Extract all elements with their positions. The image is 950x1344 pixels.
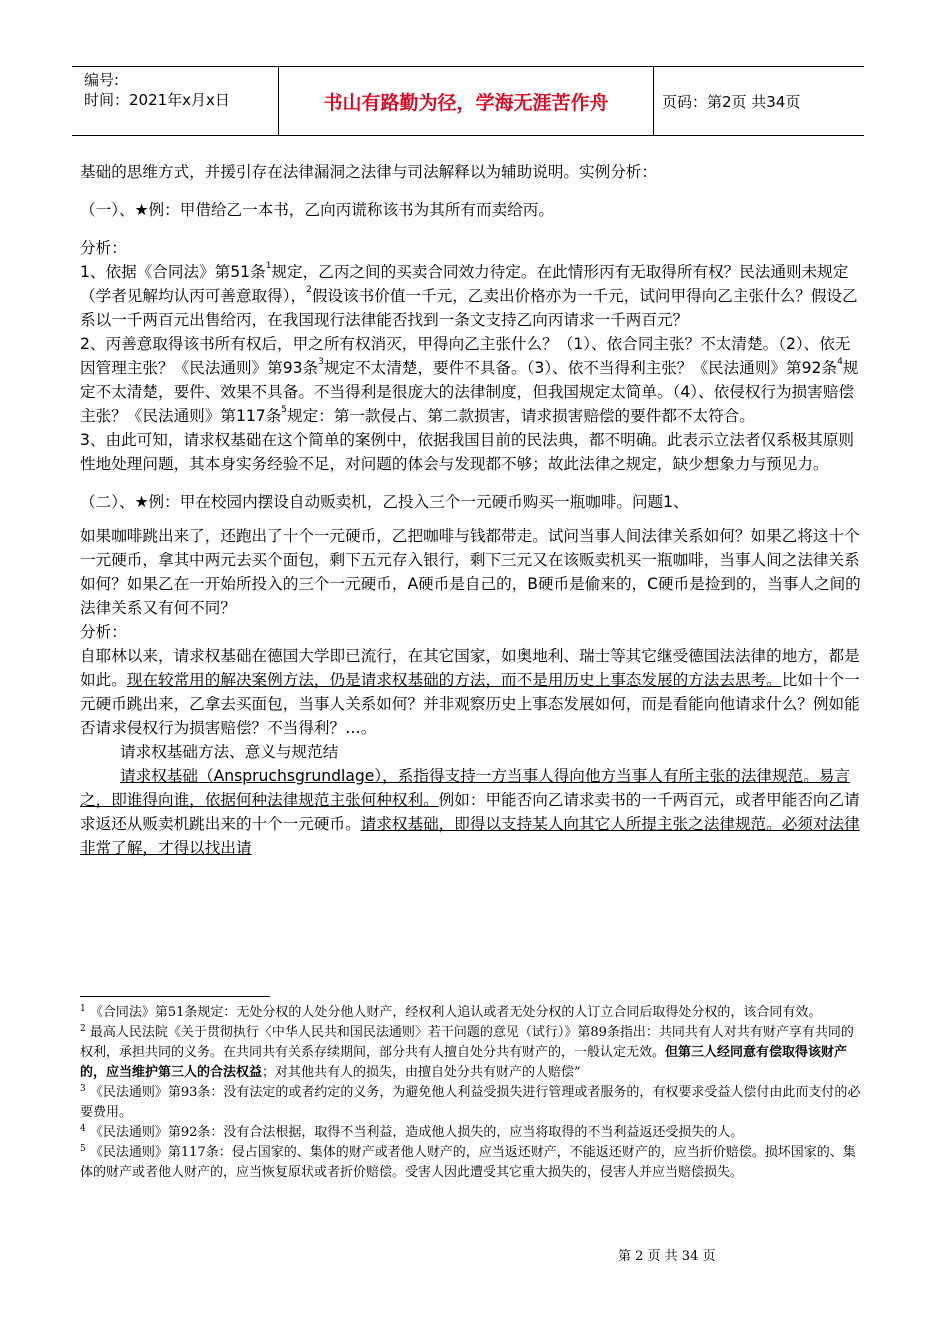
footnote-5 xyxy=(80,1143,862,1183)
footnote-1-number: 1 xyxy=(80,1004,86,1014)
e1-p2-text-b: 规定不太清楚，要件不具备。（3）、依不当得利主张？《民法通则》第92条 xyxy=(323,359,838,377)
footnote-separator xyxy=(80,996,270,997)
example-1-point-1 xyxy=(80,260,862,332)
footnote-ref-2[interactable]: 2 xyxy=(306,285,312,295)
footnote-1 xyxy=(80,1003,862,1023)
example-2-body: 如果咖啡跳出来了，还跑出了十个一元硬币，乙把咖啡与钱都带走。试问当事人间法律关系如何？如果乙将这十个一元硬币，拿其中两元去买个面包，剩下五元存入银行，剩下三元又在该贩卖机买一瓶咖啡，当事人间之法律关系如何？如果乙在一开始所投入的三个一元硬币，A硬币是自己的，B硬币是偷来的，C硬币是捡到的，当事人之间的法律关系又有何不同？ xyxy=(80,527,861,617)
intro-paragraph: 基础的思维方式，并援引存在法律漏洞之法律与司法解释以为辅助说明。实例分析： xyxy=(80,163,657,181)
footnote-2-text-b: ；对其他共有人的损失，由擅自处分共有财产的人赔偿” xyxy=(262,1065,581,1080)
footnote-4 xyxy=(80,1123,862,1143)
footnote-3-number: 3 xyxy=(80,1084,86,1094)
e1-p1-text-a: 1、依据《合同法》第51条 xyxy=(80,263,266,281)
footnote-ref-5[interactable]: 5 xyxy=(281,405,288,415)
definition-paragraph xyxy=(80,764,862,860)
header-meta xyxy=(72,67,278,135)
example-1-title: （一）、★例：甲借给乙一本书，乙向丙谎称该书为其所有而卖给丙。 xyxy=(80,201,554,219)
footnote-2 xyxy=(80,1023,862,1083)
example-1-point-3: 3、由此可知，请求权基础在这个简单的案例中，依据我国目前的民法典，都不明确。此表示立法者仅系极其原则性地处理问题，其本身实务经验不足，对问题的体会与发现都不够；故此法律之规定，缺少想象力与预见力。 xyxy=(80,431,855,473)
a2-text-a: 自耶林以来，请求权基础在德国大学即已流行，在其它国家，如奥地利、瑞士等其它继受德国法法律的地方，都是如此。 xyxy=(80,647,860,689)
date-label: 时间：2021年x月x日 xyxy=(84,91,230,109)
serial-label: 编号: xyxy=(84,71,120,89)
e1-p2-text-c: 规定不太清楚，要件、效果不具备。不当得利是很庞大的法律制度，但我国规定太简单。（4）、依侵权行为损害赔偿主张？《民法通则》第117条 xyxy=(80,359,859,425)
footnote-2-text-a: 最高人民法院《关于贯彻执行〈中华人民共和国民法通则〉若干问题的意见（试行）》第89条指出：共同共有人对共有财产享有共同的权利，承担共同的义务。在共同共有关系存续期间，部分共有人擅自处分共有财产的，一般认定无效。 xyxy=(80,1025,854,1060)
footnote-ref-4[interactable]: 4 xyxy=(837,357,843,367)
footnote-2-bold: 但第三人经同意有偿取得该财产的，应当维护第三人的合法权益 xyxy=(80,1045,848,1080)
document-body xyxy=(80,160,862,860)
footnote-2-number: 2 xyxy=(80,1024,86,1034)
analysis-2-label: 分析： xyxy=(80,623,127,641)
page-number: 第 2 页 共 34 页 xyxy=(618,1249,716,1264)
footnotes xyxy=(80,1003,862,1183)
e1-p1-text-b: 规定，乙丙之间的买卖合同效力待定。在此情形丙有无取得所有权？民法通则未规定（学者见解均认丙可善意取得）， xyxy=(80,263,849,305)
e1-p2-text-d: 规定：第一款侵占、第二款损害，请求损害赔偿的要件都不太符合。 xyxy=(287,407,755,425)
footnote-1-text: 《合同法》第51条规定：无处分权的人处分他人财产，经权利人追认或者无处分权的人订立合同后取得处分权的，该合同有效。 xyxy=(89,1005,822,1020)
e1-p1-text-c: 假设该书价值一千元，乙卖出价格亦为一千元，试问甲得向乙主张什么？假设乙系以一千两百元出售给丙，在我国现行法律能否找到一条文支持乙向丙请求一千两百元？ xyxy=(80,287,858,329)
footnote-3-text: 《民法通则》第93条：没有法定的或者约定的义务，为避免他人利益受损失进行管理或者服务的，有权要求受益人偿付由此而支付的必要费用。 xyxy=(80,1085,861,1120)
page-header xyxy=(72,66,864,136)
footnote-5-text: 《民法通则》第117条：侵占国家的、集体的财产或者他人财产的，应当返还财产，不能返还财产的，应当折价赔偿。损坏国家的、集体的财产或者他人财产的，应当恢复原状或者折价赔偿。受害人因此遭受其它重大损失的，侵害人并应当赔偿损失。 xyxy=(80,1145,856,1180)
header-motto: 书山有路勤为径，学海无涯苦作舟 xyxy=(278,67,654,135)
footnote-4-text: 《民法通则》第92条：没有合法根据，取得不当利益，造成他人损失的，应当将取得的不当利益返还受损失的人。 xyxy=(89,1125,744,1140)
definition-text: 例如：甲能否向乙请求卖书的一千两百元，或者甲能否向乙请求返还从贩卖机跳出来的十个一元硬币。 xyxy=(80,791,860,833)
e1-p2-text-a: 2、丙善意取得该书所有权后，甲之所有权消灭，甲得向乙主张什么？（1）、依合同主张？不太清楚。（2）、依无因管理主张？《民法通则》第93条 xyxy=(80,335,851,377)
footnote-5-number: 5 xyxy=(80,1144,86,1154)
footnote-3 xyxy=(80,1083,862,1123)
a2-text-b: 比如十个一元硬币跳出来，乙拿去买面包，当事人关系如何？并非观察历史上事态发展如何，而是看能向他请求什么？例如能否请求侵权行为损害赔偿？不当得利？…。 xyxy=(80,671,860,737)
definition-underlined-1: 请求权基础（Anspruchsgrundlage），系指得支持一方当事人得向他方当事人有所主张的法律规范。易言之，即谁得向谁，依据何种法律规范主张何种权利。 xyxy=(80,767,850,809)
example-1-point-2 xyxy=(80,332,862,428)
a2-underlined: 现在较常用的解决案例方法，仍是请求权基础的方法，而不是用历史上事态发展的方法去思考。 xyxy=(126,671,782,689)
example-2-title: （二）、★例：甲在校园内摆设自动贩卖机，乙投入三个一元硬币购买一瓶咖啡。问题1、 xyxy=(80,493,689,511)
analysis-label: 分析： xyxy=(80,239,127,257)
header-page-info: 页码：第2页 共34页 xyxy=(662,92,801,111)
footnote-ref-1[interactable]: 1 xyxy=(265,261,272,271)
section-title: 请求权基础方法、意义与规范结 xyxy=(120,743,339,761)
footnote-ref-3[interactable]: 3 xyxy=(318,357,324,367)
footnote-4-number: 4 xyxy=(80,1124,86,1134)
definition-underlined-2: 请求权基础，即得以支持某人向其它人所提主张之法律规范。必须对法律非常了解，才得以找出请 xyxy=(80,815,860,857)
analysis-2-paragraph xyxy=(80,644,862,740)
